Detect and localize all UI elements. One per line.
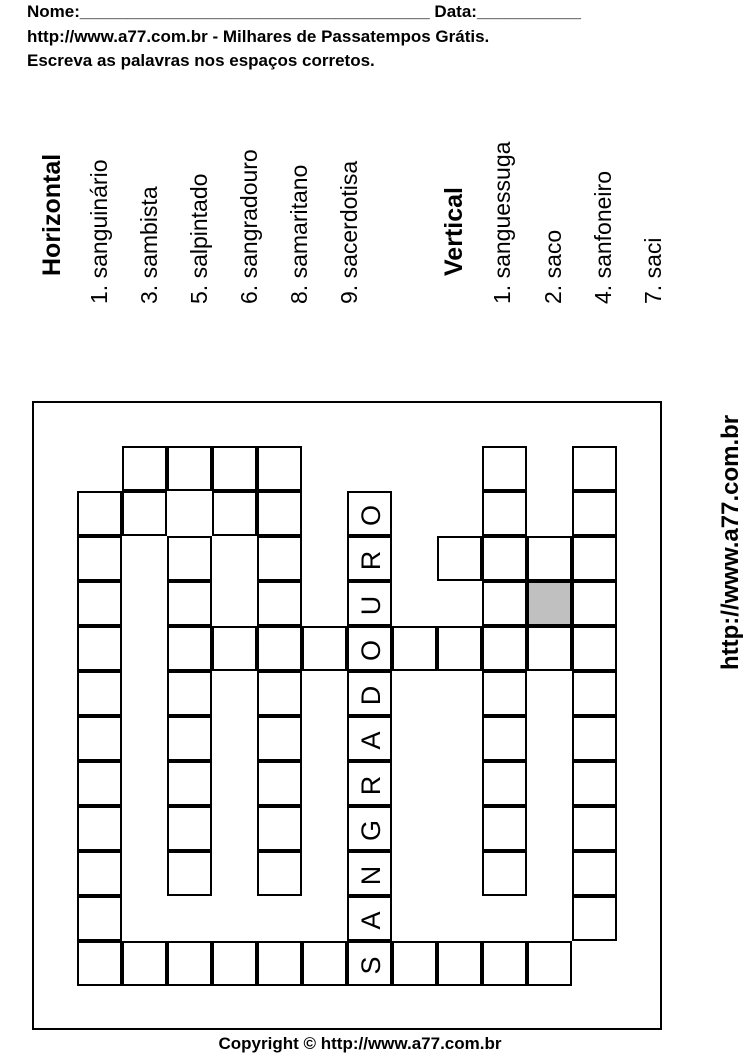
filled-letter: A (356, 911, 386, 930)
word-lists (0, 0, 720, 320)
copyright-footer: Copyright © http://www.a77.com.br (218, 1034, 502, 1053)
vertical-title: Vertical (440, 187, 468, 276)
vertical-word-2: 2. saco (540, 229, 566, 304)
horizontal-word-3: 3. sambista (136, 186, 162, 304)
puzzle-frame (32, 401, 662, 1030)
filled-letter: S (356, 956, 386, 975)
filled-letter: D (356, 685, 386, 706)
horizontal-word-1: 1. sanguinário (86, 159, 112, 304)
vertical-word-1: 1. sanguessuga (489, 141, 515, 304)
horizontal-word-5: 5. salpintado (186, 173, 212, 304)
filled-letter: R (356, 550, 386, 571)
filled-letter: G (356, 820, 386, 842)
filled-letter: O (356, 505, 386, 527)
filled-letter: R (356, 775, 386, 796)
site-line: http://www.a77.com.br - Milhares de Passatempos Grátis. (27, 27, 490, 46)
name-date-line: Nome:_____________________________________ Data:___________ (27, 2, 581, 21)
filled-letter: O (356, 640, 386, 662)
horizontal-word-9: 9. sacerdotisa (336, 160, 362, 304)
instruction-line: Escreva as palavras nos espaços corretos. (27, 51, 375, 70)
horizontal-word-8: 8. samaritano (286, 164, 312, 304)
vertical-word-4: 4. sanfoneiro (590, 171, 616, 304)
horizontal-word-6: 6. sangradouro (236, 149, 262, 304)
filled-letter: N (356, 865, 386, 886)
horizontal-title: Horizontal (38, 153, 66, 276)
vertical-word-7: 7. saci (640, 237, 666, 304)
filled-letter: A (356, 731, 386, 750)
side-url: http://www.a77.com.br (717, 414, 744, 670)
filled-letter: U (356, 595, 386, 616)
